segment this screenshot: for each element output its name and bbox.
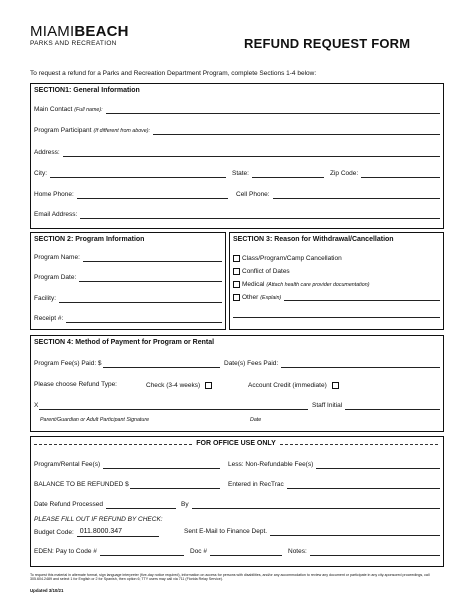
reason-conflict-checkbox[interactable] <box>233 268 240 275</box>
accessibility-footer: To request this material in alternate format, sign language interpreter (five-day notice required), information on access for persons with disabilities, and/or any accommodation to review any document or participate in any city-sponsored proceedings, call 305.604.2489 and select 1 for English or 2 for Spanish, then option 6; TTY users may call via 711 (Florida Relay Service). <box>30 573 430 582</box>
refund-check-checkbox[interactable] <box>205 382 212 389</box>
reason-medical-option[interactable]: Medical (Attach health care provider documentation) <box>233 281 369 288</box>
rental-fees-field[interactable]: Program/Rental Fee(s) <box>34 461 220 469</box>
non-refundable-line[interactable] <box>316 462 440 469</box>
reason-cancellation-option[interactable]: Class/Program/Camp Cancellation <box>233 255 342 262</box>
form-title: REFUND REQUEST FORM <box>244 36 411 51</box>
dates-paid-field[interactable]: Date(s) Fees Paid: <box>224 360 440 368</box>
address-line[interactable] <box>63 150 440 157</box>
state-line[interactable] <box>252 171 324 178</box>
notes-field[interactable]: Notes: <box>288 548 440 556</box>
refund-check-option[interactable]: Check (3-4 weeks) <box>146 382 214 389</box>
signature-caption: Parent/Guardian or Adult Participant Signature <box>40 417 150 423</box>
balance-field[interactable]: BALANCE TO BE REFUNDED $ <box>34 481 220 489</box>
reason-medical-checkbox[interactable] <box>233 281 240 288</box>
receipt-line[interactable] <box>66 316 222 323</box>
intro-text: To request a refund for a Parks and Recreation Department Program, complete Sections 1-4 below: <box>30 70 317 77</box>
staff-initial-line[interactable] <box>345 403 440 410</box>
zip-line[interactable] <box>361 171 440 178</box>
state-field[interactable]: State: <box>232 170 324 178</box>
city-line[interactable] <box>50 171 226 178</box>
cell-phone-field[interactable]: Cell Phone: <box>236 191 440 199</box>
updated-date: Updated 3/10/21 <box>30 588 64 593</box>
dates-paid-line[interactable] <box>281 361 440 368</box>
reason-other-checkbox[interactable] <box>233 294 240 301</box>
home-phone-field[interactable]: Home Phone: <box>34 191 228 199</box>
reason-cancellation-checkbox[interactable] <box>233 255 240 262</box>
receipt-field[interactable]: Receipt #: <box>34 315 222 323</box>
zip-field[interactable]: Zip Code: <box>330 170 440 178</box>
rental-fees-line[interactable] <box>103 462 220 469</box>
processed-by-field[interactable]: By <box>181 501 440 509</box>
participant-line[interactable] <box>153 128 440 135</box>
section1-title: SECTION1: General Information <box>34 87 140 94</box>
participant-field[interactable]: Program Participant (If different from above): <box>34 127 440 135</box>
doc-line[interactable] <box>210 549 282 556</box>
logo-wordmark: MIAMIBEACH <box>30 23 129 40</box>
program-name-field[interactable]: Program Name: <box>34 254 222 262</box>
reason-other-line-2[interactable] <box>233 311 440 318</box>
date-caption: Date <box>250 417 262 423</box>
city-field[interactable]: City: <box>34 170 226 178</box>
refund-credit-checkbox[interactable] <box>332 382 339 389</box>
address-field[interactable]: Address: <box>34 149 440 157</box>
staff-initial-field[interactable]: Staff Initial <box>312 402 440 410</box>
logo-subtitle: PARKS AND RECREATION <box>30 40 117 47</box>
section2-title: SECTION 2: Program Information <box>34 236 145 243</box>
email-finance-line[interactable] <box>270 529 440 536</box>
email-finance-field[interactable]: Sent E-Mail to Finance Dept. <box>184 528 440 536</box>
program-name-line[interactable] <box>83 255 222 262</box>
doc-field[interactable]: Doc # <box>190 548 282 556</box>
refund-type-label: Please choose Refund Type: <box>34 381 117 388</box>
reason-conflict-option[interactable]: Conflict of Dates <box>233 268 290 275</box>
date-processed-line[interactable] <box>106 502 176 509</box>
budget-code-value: 011.8000.347 <box>77 528 159 537</box>
section4-title: SECTION 4: Method of Payment for Program or Rental <box>34 339 215 346</box>
budget-code-field: Budget Code: 011.8000.347 <box>34 528 159 537</box>
cell-phone-line[interactable] <box>273 192 440 199</box>
email-field[interactable]: Email Address: <box>34 211 440 219</box>
processed-by-line[interactable] <box>192 502 440 509</box>
notes-line[interactable] <box>310 549 440 556</box>
eden-code-field[interactable]: EDEN: Pay to Code # <box>34 548 184 556</box>
program-date-line[interactable] <box>79 275 222 282</box>
eden-code-line[interactable] <box>100 549 184 556</box>
rectrac-line[interactable] <box>287 482 440 489</box>
home-phone-line[interactable] <box>77 192 228 199</box>
balance-line[interactable] <box>130 482 220 489</box>
non-refundable-field[interactable]: Less: Non-Refundable Fee(s) <box>228 461 440 469</box>
email-line[interactable] <box>80 212 440 219</box>
signature-line[interactable] <box>39 403 308 410</box>
fees-paid-field[interactable]: Program Fee(s) Paid: $ <box>34 360 220 368</box>
date-processed-field[interactable]: Date Refund Processed <box>34 501 176 509</box>
program-date-field[interactable]: Program Date: <box>34 274 222 282</box>
facility-line[interactable] <box>59 296 222 303</box>
city-logo <box>30 24 129 47</box>
main-contact-line[interactable] <box>106 107 440 114</box>
reason-other-option[interactable]: Other (Explain) <box>233 294 440 301</box>
rectrac-field[interactable]: Entered in RecTrac <box>228 481 440 489</box>
fees-paid-line[interactable] <box>103 361 220 368</box>
section3-title: SECTION 3: Reason for Withdrawal/Cancellation <box>233 236 394 243</box>
main-contact-field[interactable]: Main Contact (Full name): <box>34 106 440 114</box>
facility-field[interactable]: Facility: <box>34 295 222 303</box>
office-use-header: FOR OFFICE USE ONLY <box>34 440 438 447</box>
reason-other-line[interactable] <box>284 295 440 301</box>
refund-credit-option[interactable]: Account Credit (immediate) <box>248 382 341 389</box>
signature-field[interactable]: X <box>34 402 308 410</box>
check-note: PLEASE FILL OUT IF REFUND BY CHECK: <box>34 516 163 523</box>
